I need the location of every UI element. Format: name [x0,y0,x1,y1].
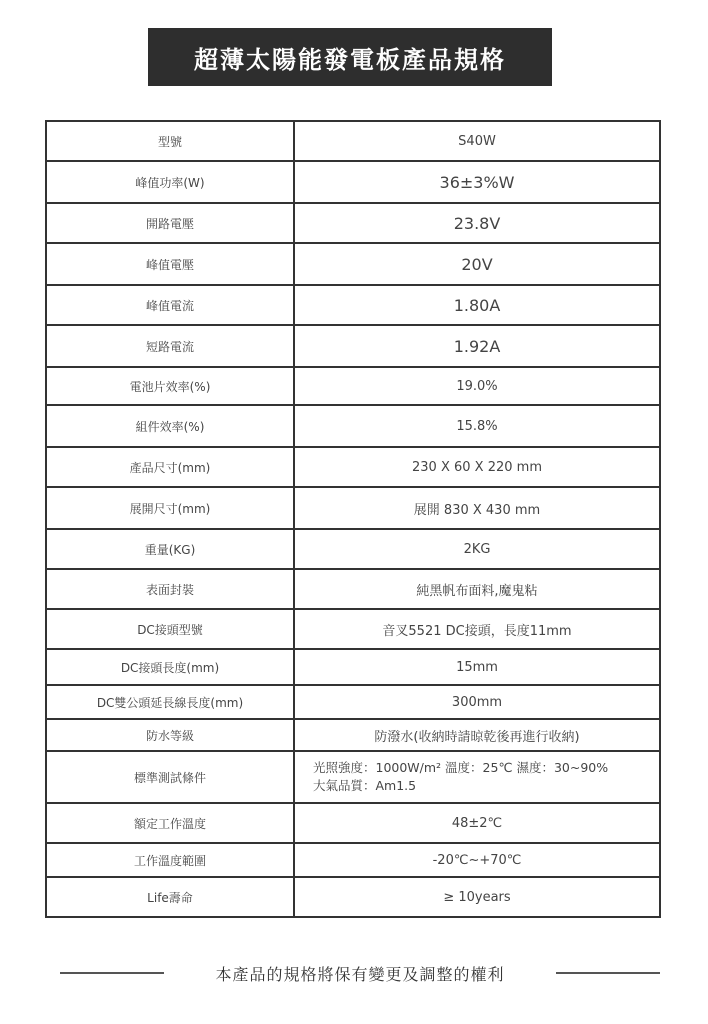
row-value: 15.8% [294,405,660,447]
row-label: 表面封裝 [46,569,294,609]
table-row [46,803,660,843]
table-row [46,529,660,569]
page-title: 超薄太陽能發電板產品規格 [148,28,552,86]
row-value: 36±3%W [294,161,660,203]
table-row [46,751,660,803]
table-row [46,203,660,243]
row-value: ≥ 10years [443,889,511,905]
row-value: 230 X 60 X 220 mm [294,447,660,487]
row-label: 標準測試條件 [46,751,294,803]
row-label: Life壽命 [46,877,294,917]
row-value: 1.92A [294,325,660,367]
row-label: 重量(KG) [46,529,294,569]
table-row [46,447,660,487]
table-row [46,685,660,719]
row-label: 型號 [46,121,294,161]
table-row [46,609,660,649]
table-row [46,285,660,325]
row-label: 短路電流 [46,325,294,367]
table-row [46,569,660,609]
row-value: 15mm [294,649,660,685]
table-row [46,877,660,917]
row-value: S40W [294,121,660,161]
row-label: 開路電壓 [46,203,294,243]
footer-left-rule [60,972,164,974]
row-value: 展開 830 X 430 mm [294,487,660,529]
row-label: DC接頭型號 [46,609,294,649]
row-label: 展開尺寸(mm) [46,487,294,529]
row-value: 純黑帆布面料,魔鬼粘 [294,569,660,609]
row-label: 電池片效率(%) [46,367,294,405]
row-value: 23.8V [294,203,660,243]
table-row [46,325,660,367]
row-label: DC雙公頭延長線長度(mm) [46,685,294,719]
table-row [46,649,660,685]
row-label: 額定工作溫度 [46,803,294,843]
row-label: 峰值電壓 [46,243,294,285]
row-value: 20V [294,243,660,285]
table-row [46,367,660,405]
row-value [294,751,660,803]
row-value: -20℃~+70℃ [294,843,660,877]
row-label: 組件效率(%) [46,405,294,447]
row-value: 2KG [294,529,660,569]
footer-right-rule [556,972,660,974]
table-row [46,487,660,529]
table-row [46,161,660,203]
table-row [46,121,660,161]
row-label: 工作溫度範圍 [46,843,294,877]
footer-notice [60,958,660,988]
row-label: 峰值功率(W) [46,161,294,203]
row-value: 19.0% [294,367,660,405]
table-row [46,405,660,447]
table-row [46,843,660,877]
footer-text: 本產品的規格將保有變更及調整的權利 [215,964,505,984]
table-row [46,243,660,285]
row-value: 300mm [294,685,660,719]
test-condition-line-2: 大氣品質：Am1.5 [313,778,417,793]
table-row [46,719,660,751]
row-value: 音叉5521 DC接頭，長度11mm [294,609,660,649]
row-value: 防潑水(收納時請晾乾後再進行收納) [294,719,660,751]
row-value: 1.80A [294,285,660,325]
row-value: 48±2℃ [294,803,660,843]
test-condition-line-1: 光照強度：1000W/m² 溫度：25℃ 濕度：30~90% [313,760,609,775]
row-label: DC接頭長度(mm) [46,649,294,685]
row-label: 峰值電流 [46,285,294,325]
row-label: 防水等級 [46,719,294,751]
spec-table [45,120,661,918]
row-label: 產品尺寸(mm) [46,447,294,487]
